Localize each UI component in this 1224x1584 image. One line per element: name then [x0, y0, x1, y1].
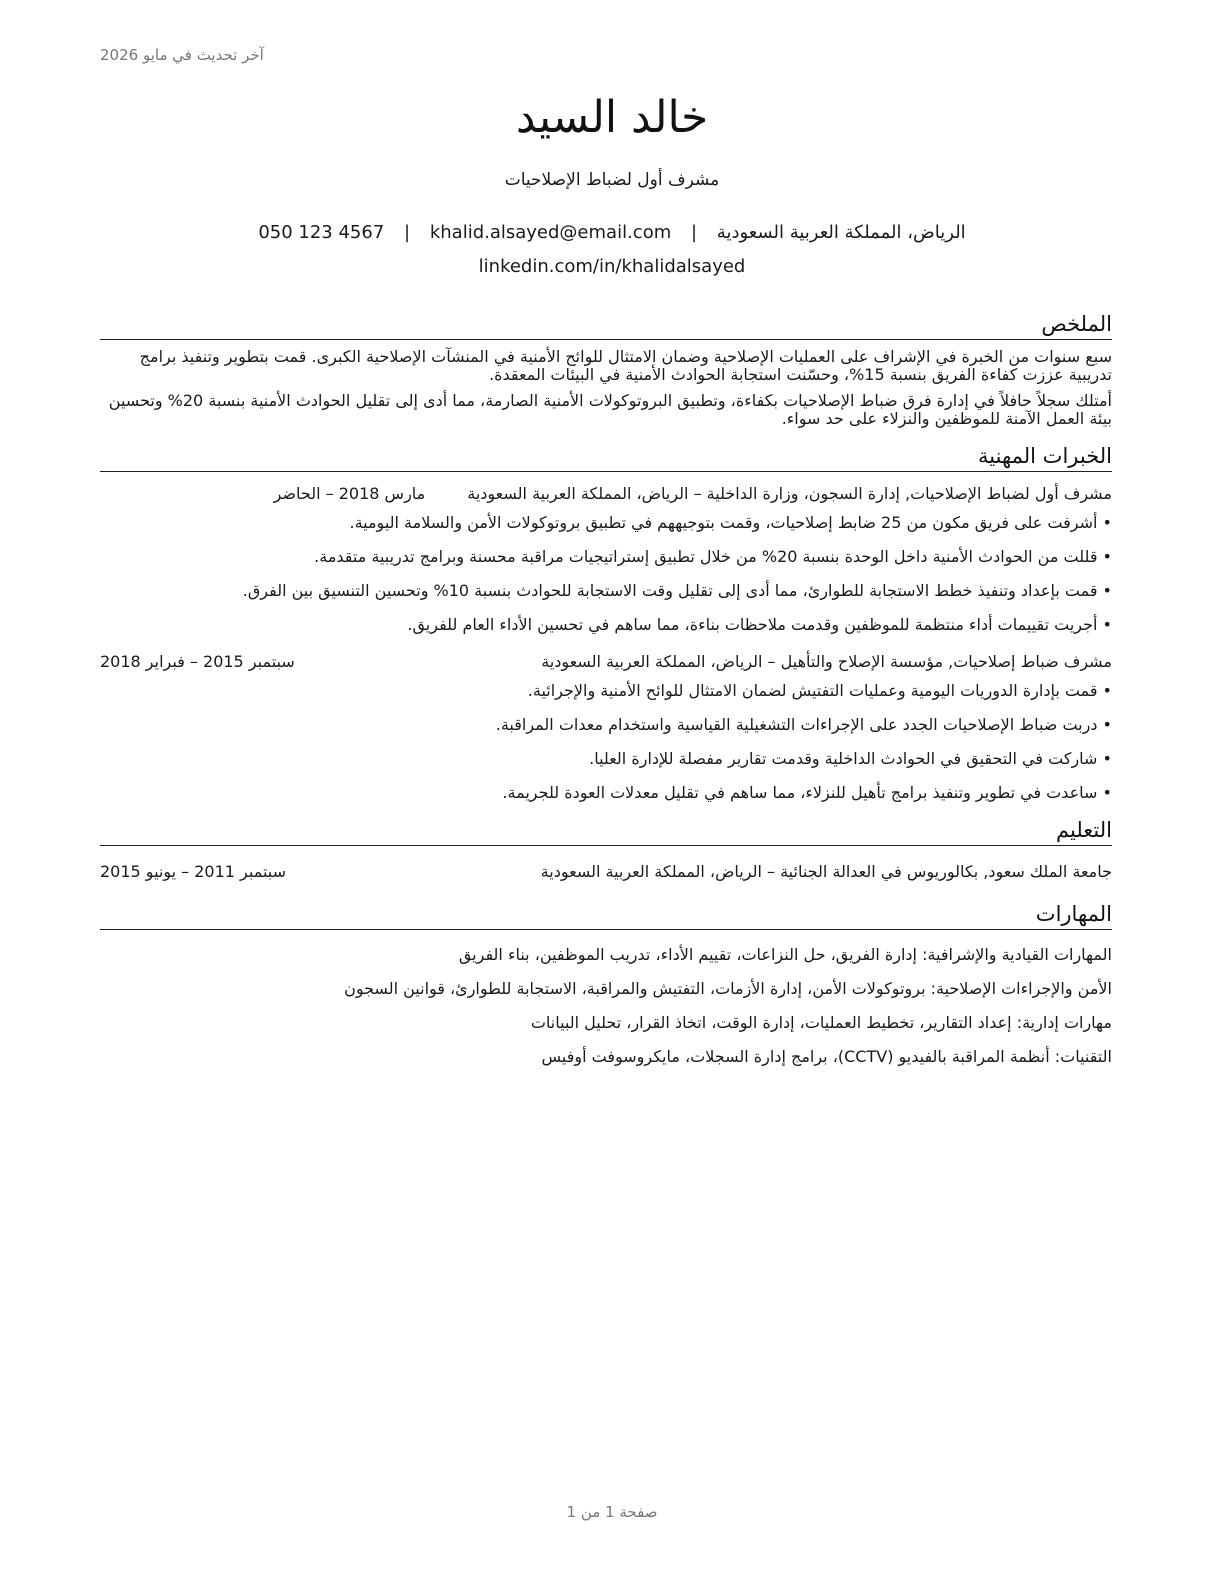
email[interactable]: khalid.alsayed@email.com [429, 222, 672, 243]
candidate-name: خالد السيد [515, 92, 709, 143]
summary-paragraph: أمتلك سجلاً حافلاً في إدارة فرق ضباط الإصلاحيات بكفاءة، وتطبيق البروتوكولات الأمنية الصارمة، مما أدى إلى تقليل الحوادث الأمنية بنسبة 20% وتحسين بيئة العمل الآمنة للموظفين والنزلاء على حد سواء. [108, 391, 1112, 428]
skill-line: مهارات إدارية: إعداد التقارير، تخطيط العمليات، إدارة الوقت، اتخاذ القرار، تحليل البيانات [530, 1013, 1112, 1032]
job-entry [100, 650, 1112, 804]
skill-line: الأمن والإجراءات الإصلاحية: بروتوكولات الأمن، إدارة الأزمات، التفتيش والمراقبة، الاستجابة للطوارئ، قوانين السجون [344, 979, 1112, 998]
skill-line: المهارات القيادية والإشرافية: إدارة الفريق، حل النزاعات، تقييم الأداء، تدريب الموظفين، بناء الفريق [458, 945, 1112, 964]
candidate-title: مشرف أول لضباط الإصلاحيات [504, 170, 720, 190]
job-role: مشرف ضباط إصلاحيات, مؤسسة الإصلاح والتأهيل – الرياض، المملكة العربية السعودية [541, 652, 1112, 671]
job-dates: مارس 2018 – الحاضر [273, 484, 426, 503]
list-item: • شاركت في التحقيق في الحوادث الداخلية وقدمت تقارير مفصلة للإدارة العليا. [100, 748, 1112, 770]
phone: 050 123 4567 [258, 222, 385, 243]
job-entry [100, 482, 1112, 636]
skill-line: التقنيات: أنظمة المراقبة بالفيديو (CCTV)، برامج إدارة السجلات، مايكروسوفت أوفيس [541, 1047, 1112, 1066]
resume-content [100, 310, 1112, 1080]
list-item: • ساعدت في تطوير وتنفيذ برامج تأهيل للنزلاء، مما ساهم في تقليل معدلات العودة للجريمة. [100, 782, 1112, 804]
separator: | [404, 222, 411, 243]
list-item: • قمت بإعداد وتنفيذ خطط الاستجابة للطوارئ، مما أدى إلى تقليل وقت الاستجابة للحوادث بنسبة 10% وتحسين التنسيق بين الفرق. [100, 580, 1112, 602]
job-bullets [100, 680, 1112, 804]
education-dates: سبتمبر 2011 – يونيو 2015 [100, 862, 287, 881]
list-item: • أجريت تقييمات أداء منتظمة للموظفين وقدمت ملاحظات بناءة، مما ساهم في تحسين الأداء العام للفريق. [100, 614, 1112, 636]
job-header [100, 650, 1112, 674]
job-header [100, 482, 1112, 506]
experience-heading: الخبرات المهنية [100, 442, 1112, 472]
list-item: • أشرفت على فريق مكون من 25 ضابط إصلاحيات، وقمت بتوجيههم في تطبيق بروتوكولات الأمن والسلامة اليومية. [100, 512, 1112, 534]
summary-heading: الملخص [100, 310, 1112, 340]
linkedin-link[interactable]: linkedin.com/in/khalidalsayed [478, 256, 746, 277]
list-item: • قمت بإدارة الدوريات اليومية وعمليات التفتيش لضمان الامتثال للوائح الأمنية والإجرائية. [100, 680, 1112, 702]
list-item: • قللت من الحوادث الأمنية داخل الوحدة بنسبة 20% من خلال تطبيق إستراتيجيات مراقبة محسنة وبرامج تدريبية متقدمة. [100, 546, 1112, 568]
job-bullets [100, 512, 1112, 636]
location: الرياض، المملكة العربية السعودية [716, 222, 966, 243]
skills-list [100, 944, 1112, 1068]
education-heading: التعليم [100, 816, 1112, 846]
education-entry [100, 860, 1112, 884]
contact-line [0, 222, 1224, 243]
education-text: جامعة الملك سعود, بكالوريوس في العدالة الجنائية – الرياض، المملكة العربية السعودية [540, 862, 1112, 881]
last-updated: آخر تحديث في مايو 2026 [100, 46, 264, 64]
page-number: صفحة 1 من 1 [566, 1503, 658, 1521]
summary-paragraph: سبع سنوات من الخبرة في الإشراف على العمليات الإصلاحية وضمان الامتثال للوائح الأمنية في المنشآت الإصلاحية الكبرى. قمت بتطوير وتنفيذ برامج تدريبية عززت كفاءة الفريق بنسبة 15%، وحسّنت استجابة الحوادث الأمنية في البيئات المعقدة. [139, 347, 1112, 384]
skills-heading: المهارات [100, 900, 1112, 930]
job-role: مشرف أول لضباط الإصلاحيات, إدارة السجون، وزارة الداخلية – الرياض، المملكة العربية السعودية [467, 484, 1112, 503]
separator: | [690, 222, 698, 243]
job-dates: سبتمبر 2015 – فبراير 2018 [100, 652, 295, 671]
list-item: • دربت ضباط الإصلاحيات الجدد على الإجراءات التشغيلية القياسية واستخدام معدات المراقبة. [100, 714, 1112, 736]
